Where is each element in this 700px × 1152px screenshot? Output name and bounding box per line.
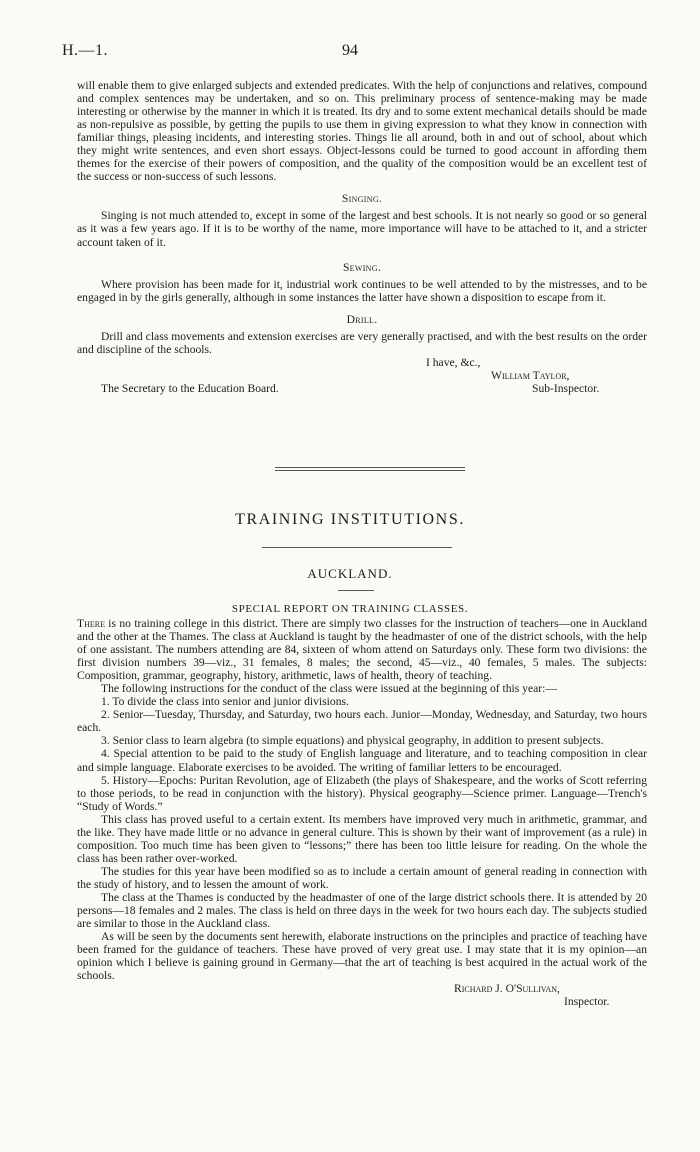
region-divider: [338, 590, 374, 591]
instruction-item-4: 4. Special attention to be paid to the study of English language and literature, and to teaching composition in clear and simple language. Elaborate exercises to be avoided. The writing of familiar letters to be encouraged.: [77, 747, 647, 774]
paragraph-usefulness: This class has proved useful to a certain extent. Its members have improved very much in arithmetic, grammar, and the like. They have made little or no advance in general culture. This is shown by their want of improvement (as a rule) in composition. Too much time has been given to “lessons;” there has been too little leisure for reading. On the whole the class has been rather over-worked.: [77, 812, 647, 865]
paragraph-documents: As will be seen by the documents sent herewith, elaborate instructions on the principles and practice of teaching have been framed for the guidance of teachers. These have proved of very great use. I may state that it is my opinion—an opinion which I believe is gaining ground in Germany—that the art of teaching is best acquired in the actual work of the schools.: [77, 930, 647, 983]
heading-sewing: Sewing.: [342, 260, 382, 274]
signatory-line: [77, 369, 647, 382]
paragraph-sewing: Where provision has been made for it, industrial work continues to be well attended to by the mistresses, and to be engaged in by the girls generally, although in some instances the latter have shown a disposition to escape from it.: [77, 277, 647, 304]
section-divider: [275, 467, 465, 468]
series-label: H.—1.: [62, 42, 109, 59]
paragraph-studies: The studies for this year have been modified so as to include a certain amount of general reading in connection with the study of history, and to lessen the amount of work.: [77, 864, 647, 891]
signatory-name: William Taylor,: [491, 368, 570, 382]
closing-text: I have, &c.,: [426, 355, 481, 369]
training-report: [77, 617, 647, 1008]
inspector-title: Inspector.: [564, 995, 610, 1009]
title-divider: [262, 547, 452, 548]
inspector-title-line: [77, 995, 647, 1008]
paragraph-composition: will enable them to give enlarged subjects and extended predicates. With the help of conjunctions and relatives, compound and complex sentences may be undertaken, and so on. This preliminary process of sentence-making may be made interesting or otherwise by the manner in which it is treated. Its dry and to some extent mechanical details should be made as non-repulsive as possible, by getting the pupils to use them in giving expression to what they know in connection with familiar things, pleasing incidents, and interesting stories. Things lie all around, both in and out of school, about which they might write sentences, and even short essays. Object-lessons could be turned to good account in affording them themes for the exercise of their powers of composition, and the quality of the composition would be an excellent test of the success or non-success of such lessons.: [77, 79, 647, 184]
upper-report: [77, 79, 647, 395]
heading-singing: Singing.: [341, 192, 383, 206]
instruction-item-3: 3. Senior class to learn algebra (to simple equations) and physical geography, in addition to present subjects.: [101, 734, 604, 748]
paragraph-drill: Drill and class movements and extension exercises are very generally practised, and with the best results on the order and discipline of the schools.: [77, 329, 647, 356]
addressee: The Secretary to the Education Board.: [101, 381, 279, 395]
instruction-item-2: 2. Senior—Tuesday, Thursday, and Saturday, two hours each. Junior—Monday, Wednesday, and Saturday, two hours each.: [77, 708, 647, 735]
heading-drill: Drill.: [346, 312, 378, 326]
paragraph-instructions-intro: The following instructions for the conduct of the class were issued at the beginning of this year:—: [101, 682, 557, 696]
inspector-signatory-line: [77, 982, 647, 995]
signatory-title: Sub-Inspector.: [532, 381, 600, 395]
instruction-item-1: 1. To divide the class into senior and junior divisions.: [101, 695, 349, 709]
closing-line: [77, 356, 647, 369]
section-divider-second: [275, 470, 465, 471]
intro-lead-word: There: [77, 617, 105, 630]
instruction-item-5: 5. History—Epochs: Puritan Revolution, age of Elizabeth (the plays of Shakespeare, and the works of Scott referring to those periods, to be read in conjunction with the history). Physical geography—Science primer. Language—Trench's “Study of Words.”: [77, 773, 647, 813]
inspector-name: Richard J. O'Sullivan,: [454, 982, 560, 996]
region-title: AUCKLAND.: [307, 566, 393, 581]
paragraph-thames: The class at the Thames is conducted by the headmaster of one of the large district schools there. It is attended by 20 persons—18 females and 2 males. The class is held on three days in the week for two hours each day. The subjects studied are similar to those in the Auckland class.: [77, 890, 647, 931]
intro-text: is no training college in this district. There are simply two classes for the instruction of teachers—one in Auckland and the other at the Thames. The class at Auckland is taught by the headmaster of one of the district schools, with the help of one assistant. The numbers attending are 84, sixteen of whom attend on Saturdays only. These form two divisions: the first division numbers 39—viz., 31 females, 8 males; the second, 45—viz., 40 females, 5 males. The subjects: Composition, grammar, geography, history, arithmetic, laws of health, theory of teaching.: [77, 617, 647, 683]
section-title: TRAINING INSTITUTIONS.: [235, 511, 465, 528]
report-title: SPECIAL REPORT ON TRAINING CLASSES.: [231, 603, 469, 615]
paragraph-singing: Singing is not much attended to, except in some of the largest and best schools. It is not nearly so good or so general as it was a few years ago. If it is to be worthy of the name, more importance will have to be attached to it, and a stricter account taken of it.: [77, 209, 647, 249]
page-number: 94: [342, 42, 358, 59]
addressee-line: [77, 382, 647, 395]
paragraph-intro: [77, 617, 647, 682]
